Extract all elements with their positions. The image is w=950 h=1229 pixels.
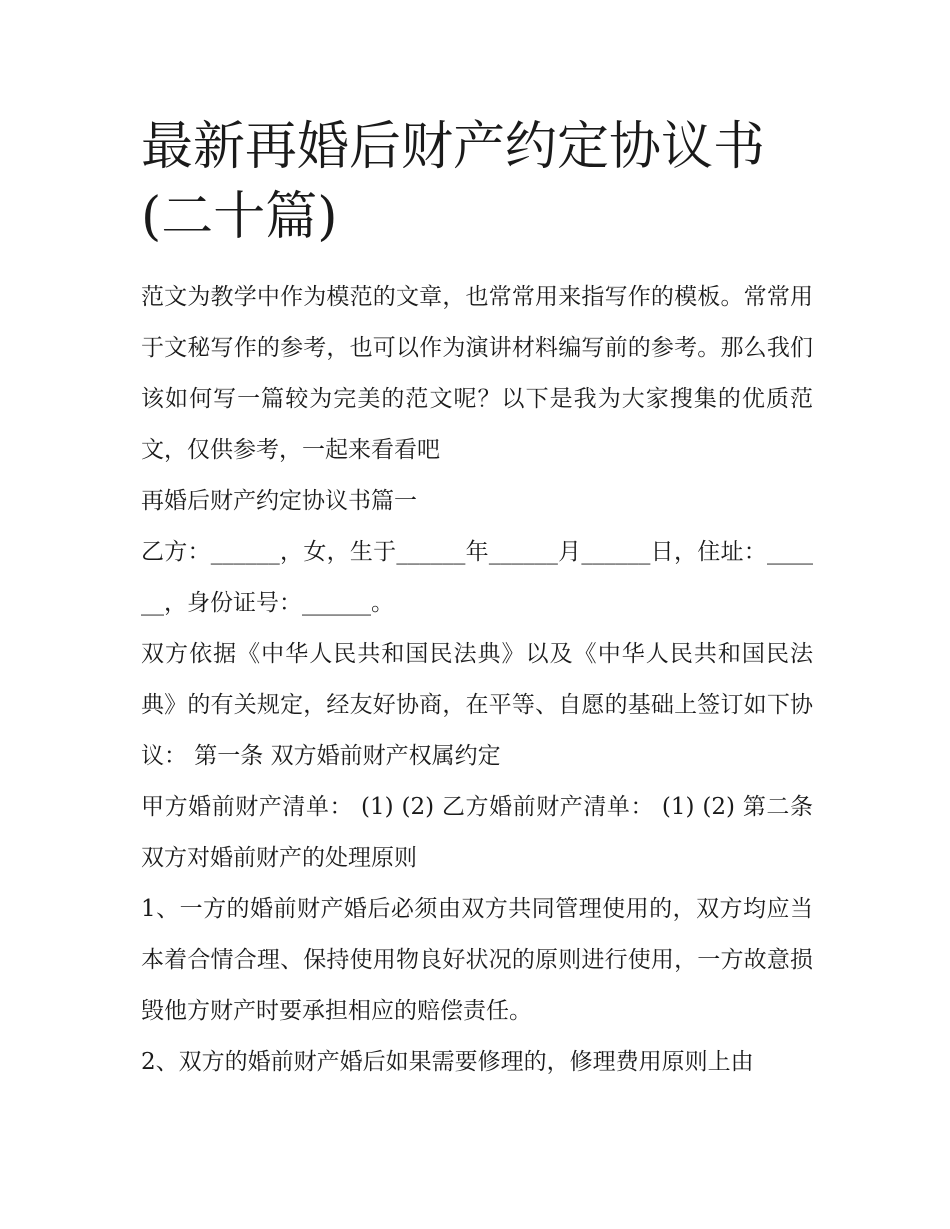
section-heading: 再婚后财产约定协议书篇一	[141, 488, 417, 514]
clause-2-paragraph: 2、双方的婚前财产婚后如果需要修理的，修理费用原则上由	[141, 1049, 754, 1075]
document-body	[141, 272, 813, 1088]
clause-1-paragraph: 1、一方的婚前财产婚后必须由双方共同管理使用的，双方均应当本着合情合理、保持使用物良好状况的原则进行使用，一方故意损毁他方财产时要承担相应的赔偿责任。	[141, 896, 813, 1024]
legal-basis-paragraph: 双方依据《中华人民共和国民法典》以及《中华人民共和国民法典》的有关规定，经友好协商，在平等、自愿的基础上签订如下协议： 第一条 双方婚前财产权属约定	[141, 641, 813, 769]
document-title: 最新再婚后财产约定协议书(二十篇)	[141, 117, 766, 247]
intro-paragraph: 范文为教学中作为模范的文章，也常常用来指写作的模板。常常用于文秘写作的参考，也可以作为演讲材料编写前的参考。那么我们该如何写一篇较为完美的范文呢？以下是我为大家搜集的优质范文，仅供参考，一起来看看吧	[141, 284, 813, 463]
party-b-info-paragraph: 乙方：______，女，生于______年______月______日，住址：______，身份证号：______。	[141, 539, 813, 616]
property-list-paragraph: 甲方婚前财产清单： (1) (2) 乙方婚前财产清单： (1) (2) 第二条 双方对婚前财产的处理原则	[141, 794, 813, 871]
document-content	[141, 112, 813, 1088]
